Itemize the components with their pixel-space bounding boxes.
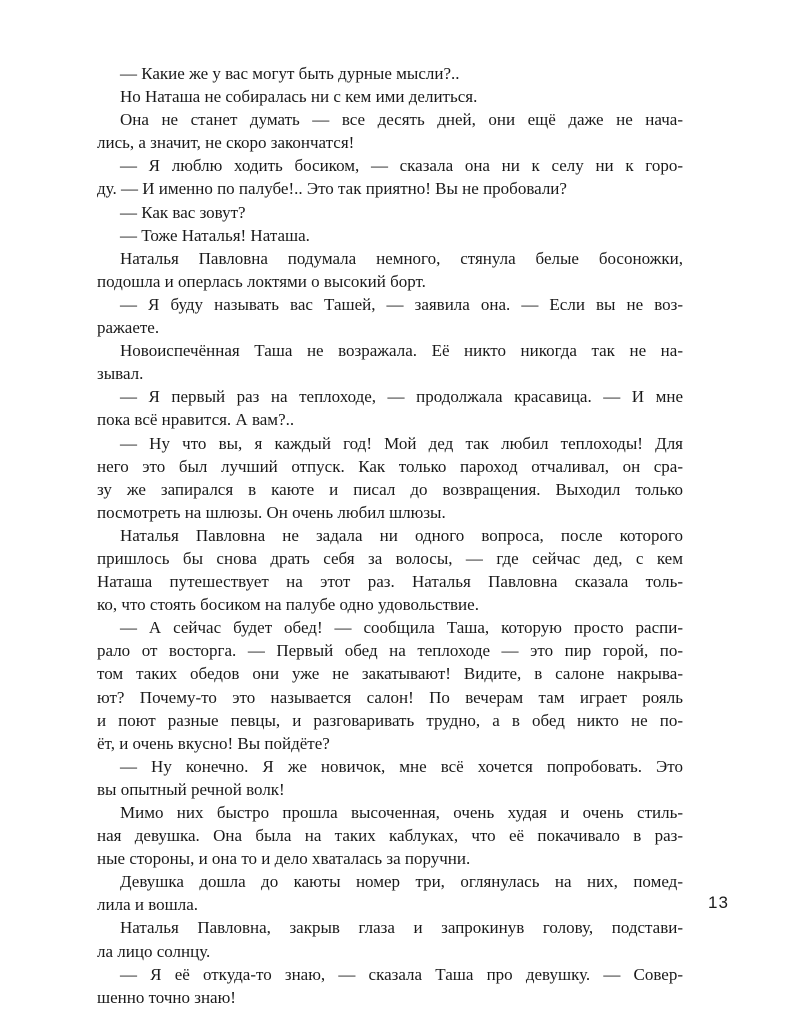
text-line: шенно точно знаю! (97, 987, 236, 1007)
text-line: подошла и оперлась локтями о высокий борт. (97, 271, 426, 291)
text-line: ла лицо солнцу. (97, 941, 211, 961)
page-number: 13 (708, 893, 729, 912)
text-line: посмотреть на шлюзы. Он очень любил шлюзы. (97, 502, 446, 522)
text-line: лила и вошла. (97, 895, 198, 915)
text-line: Она не станет думать — все десять дней, они ещё даже не нача- (120, 110, 683, 130)
text-line: и поют разные певцы, и разговаривать трудно, а в обед никто не по- (97, 710, 683, 730)
paragraph (97, 801, 683, 870)
text-line: пока всё нравится. А вам?.. (97, 410, 295, 430)
text-line: — Я люблю ходить босиком, — сказала она ни к селу ни к горо- (120, 156, 683, 176)
paragraph (97, 963, 683, 1009)
text-line: зу же запирался в каюте и писал до возвращения. Выходил только (97, 479, 683, 499)
text-line: Мимо них быстро прошла высоченная, очень худая и очень стиль- (120, 803, 683, 822)
text-line: зывал. (97, 364, 144, 384)
text-line: — Как вас зовут? (120, 202, 246, 222)
text-line: Наталья Павловна не задала ни одного вопроса, после которого (120, 525, 683, 545)
paragraph (97, 916, 683, 962)
paragraph (97, 247, 683, 293)
text-line: том таких обедов они уже не закатывают! Видите, в салоне накрыва- (97, 664, 683, 684)
text-line: — Ну что вы, я каждый год! Мой дед так любил теплоходы! Для (120, 433, 683, 453)
paragraph (97, 62, 683, 85)
text-line: ду. — И именно по палубе!.. Это так приятно! Вы не пробовали? (97, 179, 567, 199)
text-line: Девушка дошла до каюты номер три, оглянулась на них, помед- (120, 872, 683, 892)
text-line: Новоиспечённая Таша не возражала. Её никто никогда так не на- (120, 341, 683, 361)
text-line: рало от восторга. — Первый обед на теплоходе — это пир горой, по- (97, 641, 683, 661)
paragraph (97, 339, 683, 385)
paragraph (97, 201, 683, 224)
text-line: ная девушка. Она была на таких каблуках, что её покачивало в раз- (97, 826, 683, 846)
text-line: ко, что стоять босиком на палубе одно удовольствие. (97, 595, 479, 615)
text-line: — Тоже Наталья! Наташа. (120, 225, 310, 245)
text-line: ёт, и очень вкусно! Вы пойдёте? (97, 733, 330, 753)
text-line: ют? Почему-то это называется салон! По вечерам там играет рояль (97, 687, 683, 707)
text-line: ные стороны, и она то и дело хваталась за поручни. (97, 849, 471, 869)
text-line: Наташа путешествует на этот раз. Наталья Павловна сказала толь- (97, 572, 683, 592)
text-line: — А сейчас будет обед! — сообщила Таша, которую просто распи- (120, 618, 683, 638)
text-line: — Какие же у вас могут быть дурные мысли?.. (120, 64, 460, 83)
text-line: лись, а значит, не скоро закончатся! (97, 133, 355, 153)
paragraph (97, 755, 683, 801)
paragraph (97, 85, 683, 108)
paragraph (97, 108, 683, 154)
paragraph (97, 616, 683, 755)
text-line: — Ну конечно. Я же новичок, мне всё хочется попробовать. Это (120, 756, 683, 776)
text-line: Но Наташа не собиралась ни с кем ими делиться. (120, 87, 478, 107)
paragraph (97, 154, 683, 200)
paragraph (97, 385, 683, 431)
text-line: вы опытный речной волк! (97, 779, 285, 799)
paragraph (97, 870, 683, 916)
book-page-text (97, 62, 683, 1009)
text-line: него это был лучший отпуск. Как только пароход отчаливал, он сра- (97, 456, 683, 476)
text-line: — Я первый раз на теплоходе, — продолжала красавица. — И мне (120, 387, 683, 407)
text-line: Наталья Павловна, закрыв глаза и запрокинув голову, подстави- (120, 918, 683, 938)
paragraph (97, 224, 683, 247)
paragraph (97, 524, 683, 616)
text-line: ражаете. (97, 318, 160, 338)
text-line: пришлось бы снова драть себя за волосы, — где сейчас дед, с кем (97, 548, 683, 568)
paragraph (97, 432, 683, 524)
paragraph (97, 293, 683, 339)
text-line: — Я её откуда-то знаю, — сказала Таша про девушку. — Совер- (120, 964, 683, 984)
text-line: — Я буду называть вас Ташей, — заявила она. — Если вы не воз- (120, 294, 683, 314)
text-line: Наталья Павловна подумала немного, стянула белые босоножки, (120, 248, 683, 268)
